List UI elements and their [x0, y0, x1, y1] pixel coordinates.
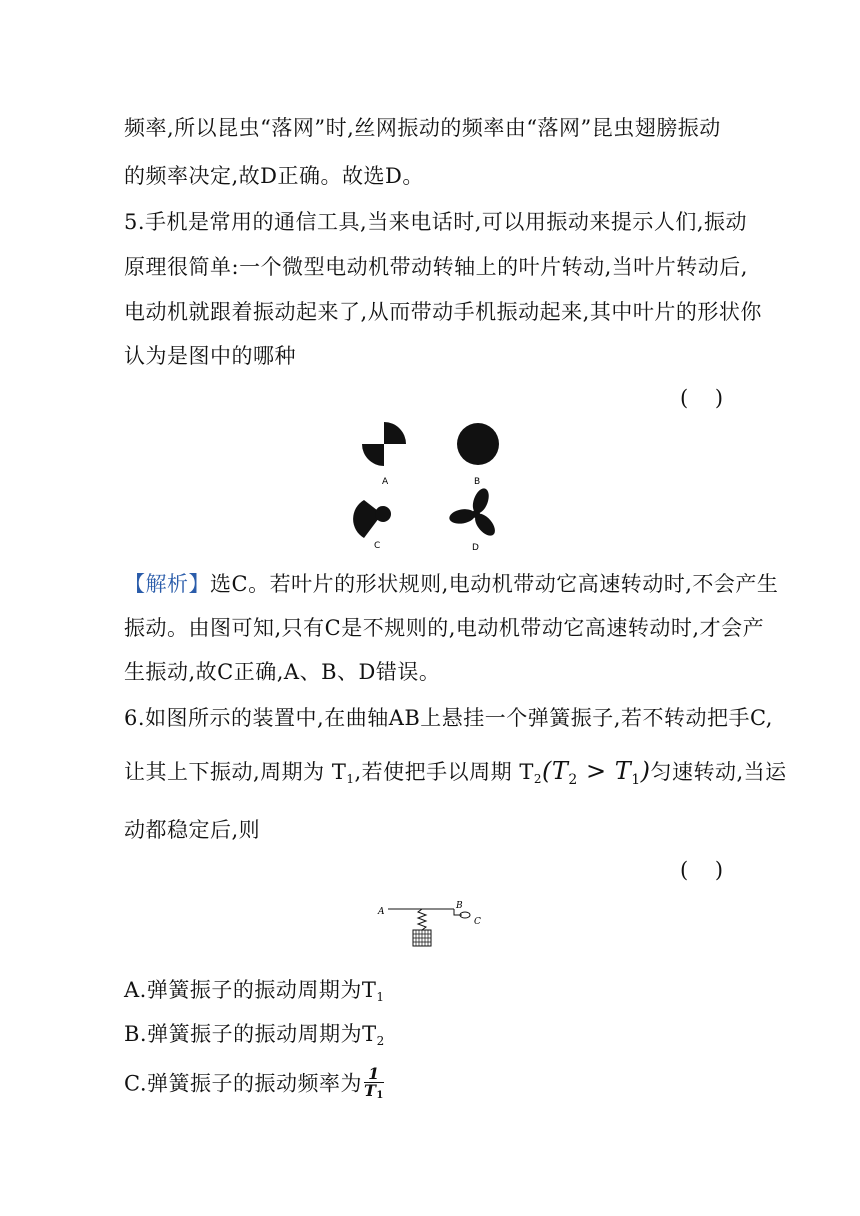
q6-crank-figure	[374, 896, 494, 958]
q5-analysis-line-1	[124, 568, 778, 598]
prev-answer-line-2: 的频率决定,故D正确。故选D。	[124, 164, 424, 188]
blade-c-shape	[353, 500, 391, 538]
blade-c-label: C	[374, 541, 381, 551]
q6-option-b: B.弹簧振子的振动周期为$T_2$	[124, 1022, 385, 1048]
blade-a-label: A	[382, 477, 389, 487]
q5-analysis-text-1: 选C。若叶片的形状规则,电动机带动它高速转动时,不会产生	[210, 572, 779, 596]
q6-stem-line-2	[124, 756, 787, 788]
blade-d-shape	[448, 486, 499, 539]
q5-answer-blank: ( )	[680, 386, 724, 410]
q6-answer-blank: ( )	[680, 858, 724, 882]
q5-stem-line-3: 电动机就跟着振动起来了,从而带动手机振动起来,其中叶片的形状你	[124, 300, 762, 324]
q6-t2-subscript: 2	[533, 772, 542, 786]
q5-analysis-line-2: 振动。由图可知,只有C是不规则的,电动机带动它高速转动时,才会产	[124, 616, 765, 640]
q6-stem-text-b: ,若使把手以周期 T	[354, 760, 534, 784]
blade-d-label: D	[472, 543, 479, 553]
q5-stem-line-1: 5.手机是常用的通信工具,当来电话时,可以用振动来提示人们,振动	[124, 210, 748, 234]
q5-blade-figure	[350, 416, 520, 556]
q6-stem-line-1: 6.如图所示的装置中,在曲轴AB上悬挂一个弹簧振子,若不转动把手C,	[124, 706, 773, 730]
q6-option-a: A.弹簧振子的振动周期为$T_1$	[124, 978, 385, 1004]
q6-t1-subscript: 1	[346, 772, 355, 786]
q6-option-c-fraction: $\frac{1}{T1}$	[364, 1064, 384, 1101]
blade-b-shape	[457, 423, 499, 465]
q5-stem-line-4: 认为是图中的哪种	[124, 344, 296, 368]
q6-stem-text-c: 匀速转动,当运	[650, 760, 787, 784]
crank-label-c: C	[474, 917, 481, 927]
blade-a-shape	[362, 422, 406, 466]
blade-b-label: B	[474, 477, 481, 487]
analysis-tag: 【解析】	[124, 572, 210, 596]
q5-stem-line-2: 原理很简单:一个微型电动机带动转轴上的叶片转动,当叶片转动后,	[124, 255, 748, 279]
q5-analysis-line-3: 生振动,故C正确,A、B、D错误。	[124, 660, 441, 684]
prev-answer-line-1: 频率,所以昆虫“落网”时,丝网振动的频率由“落网”昆虫翅膀振动	[124, 116, 721, 140]
q6-inequality: $(T_2 > T_1)$	[542, 757, 651, 788]
spring	[418, 909, 426, 930]
crank-label-a: A	[378, 907, 385, 917]
q6-option-c: C.弹簧振子的振动频率为 $\frac{1}{T1}$	[124, 1066, 384, 1104]
crank-label-b: B	[456, 901, 463, 911]
q6-stem-line-3: 动都稳定后,则	[124, 818, 261, 842]
q6-stem-text-a: 让其上下振动,周期为 T	[124, 760, 347, 784]
